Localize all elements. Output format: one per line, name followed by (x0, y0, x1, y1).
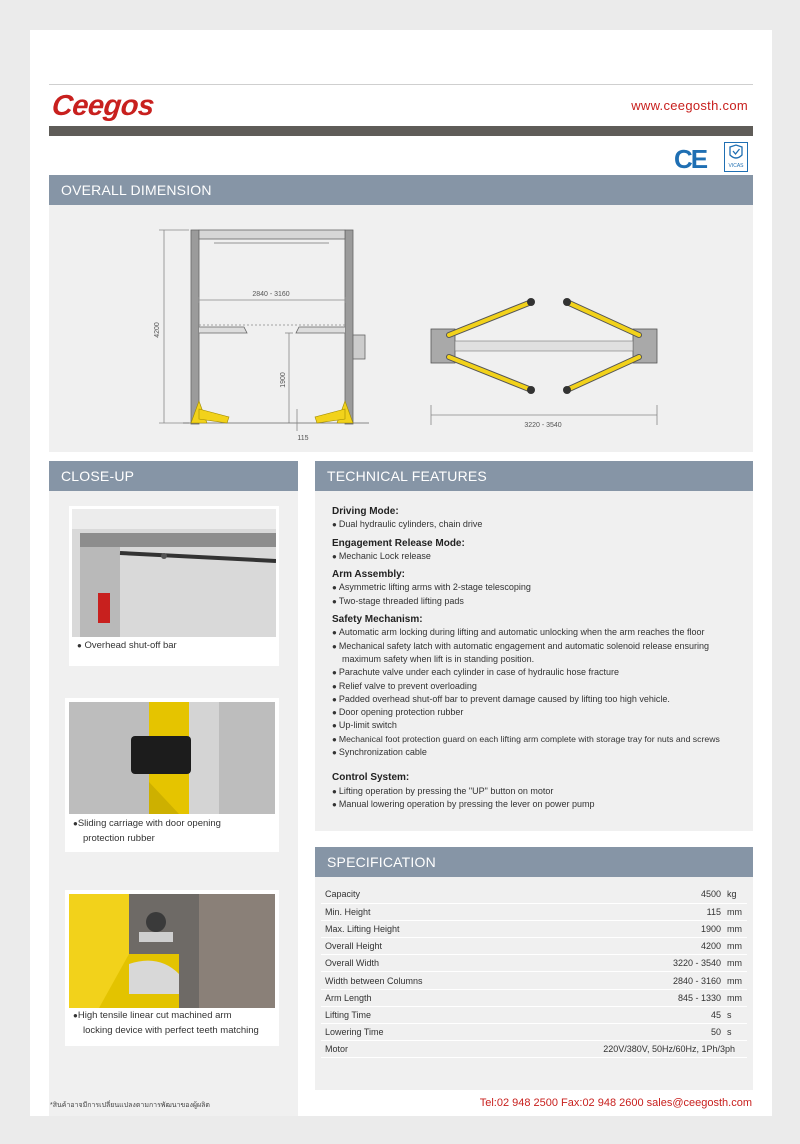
footer-note: *สินค้าอาจมีการเปลี่ยนแปลงตามการพัฒนาของผู้ผลิต (50, 1102, 210, 1109)
dim-width-label: 3220 - 3540 (524, 422, 562, 429)
ce-mark: CE (674, 144, 707, 174)
feature-item: ● Mechanic Lock release (332, 550, 753, 563)
specification-section (315, 847, 753, 1090)
spec-label: Capacity (321, 886, 506, 903)
feature-heading: Safety Mechanism: (332, 614, 423, 626)
close-up-section (49, 461, 298, 1116)
vicas-badge-icon (724, 142, 748, 172)
spec-unit: s (723, 1024, 747, 1041)
feature-heading: Control System: (332, 772, 410, 784)
overall-dimension-title: OVERALL DIMENSION (49, 175, 753, 205)
table-row (321, 972, 747, 989)
spec-label: Min. Height (321, 903, 506, 920)
technical-features-section (315, 461, 753, 831)
dim-min-height-label: 115 (297, 435, 309, 442)
spec-value: 3220 - 3540 (506, 955, 723, 972)
spec-unit: mm (723, 989, 747, 1006)
spec-unit: mm (723, 972, 747, 989)
feature-item: ● Automatic arm locking during lifting and automatic unlocking when the arm reaches the floor (332, 626, 753, 639)
spec-value: 2840 - 3160 (506, 972, 723, 989)
closeup-card-1 (69, 506, 279, 666)
feature-item: ● Mechanical foot protection guard on each lifting arm complete with storage tray for nuts and screws (332, 733, 753, 746)
spec-unit: kg (723, 886, 747, 903)
close-up-title: CLOSE-UP (49, 461, 298, 491)
arm-locking-photo (69, 894, 275, 1008)
feature-item: ● Parachute valve under each cylinder in case of hydraulic hose fracture (332, 666, 753, 679)
front-view-drawing (159, 230, 369, 431)
table-row (321, 1006, 747, 1023)
sliding-carriage-photo (69, 702, 275, 814)
feature-item: ● Door opening protection rubber (332, 706, 753, 719)
footer-contact: Tel:02 948 2500 Fax:02 948 2600 sales@ceegosth.com (479, 1097, 752, 1109)
spec-label: Motor (321, 1041, 506, 1058)
vicas-badge-text: VICAS (728, 163, 744, 169)
spec-table (321, 886, 747, 1058)
spec-value: 1900 (506, 920, 723, 937)
spec-value: 4500 (506, 886, 723, 903)
top-view-drawing (431, 298, 657, 425)
spec-unit: s (723, 1006, 747, 1023)
spec-label: Lowering Time (321, 1024, 506, 1041)
spec-unit: mm (723, 955, 747, 972)
spec-value: 50 (506, 1024, 723, 1041)
features-list (315, 491, 753, 811)
header-bar (49, 126, 753, 136)
feature-item: ● Asymmetric lifting arms with 2-stage telescoping (332, 581, 753, 594)
overall-dimension-section (49, 175, 753, 452)
specification-title: SPECIFICATION (315, 847, 753, 877)
table-row (321, 886, 747, 903)
feature-item: ● Mechanical safety latch with automatic engagement and automatic solenoid release ensuring maximum safety when lift is in standing position. (332, 640, 753, 667)
feature-heading: Arm Assembly: (332, 569, 405, 581)
spec-label: Arm Length (321, 989, 506, 1006)
table-row (321, 955, 747, 972)
table-row (321, 903, 747, 920)
table-row (321, 920, 747, 937)
closeup-caption-3: ●High tensile linear cut machined arm locking device with perfect teeth matching (73, 1010, 259, 1036)
spec-value: 845 - 1330 (506, 989, 723, 1006)
feature-item: ● Synchronization cable (332, 746, 753, 759)
spec-value: 220V/380V, 50Hz/60Hz, 1Ph/3ph (506, 1041, 747, 1058)
table-row (321, 1024, 747, 1041)
spec-unit: mm (723, 938, 747, 955)
feature-item: ● Dual hydraulic cylinders, chain drive (332, 518, 753, 531)
spec-value: 4200 (506, 938, 723, 955)
spec-label: Width between Columns (321, 972, 506, 989)
spec-value: 115 (506, 903, 723, 920)
feature-heading: Driving Mode: (332, 506, 399, 517)
dimension-drawing (49, 205, 753, 452)
table-row (321, 1041, 747, 1058)
dim-height-label: 4200 (154, 322, 161, 338)
brand-logo: Ceegos (50, 90, 156, 122)
closeup-caption-2: ●Sliding carriage with door opening protection rubber (73, 818, 221, 844)
feature-item: ● Relief valve to prevent overloading (332, 680, 753, 693)
dim-lift-height-label: 1900 (280, 372, 287, 388)
feature-item: ● Two-stage threaded lifting pads (332, 595, 753, 608)
spec-label: Overall Width (321, 955, 506, 972)
closeup-card-2 (65, 698, 279, 852)
table-row (321, 989, 747, 1006)
top-rule (49, 84, 753, 85)
spec-label: Lifting Time (321, 1006, 506, 1023)
closeup-card-3 (65, 890, 279, 1046)
spec-label: Max. Lifting Height (321, 920, 506, 937)
overhead-bar-photo (72, 509, 276, 637)
website-link[interactable]: www.ceegosth.com (631, 98, 748, 113)
closeup-caption-1: ● Overhead shut-off bar (77, 640, 177, 651)
spec-sheet (30, 30, 772, 1116)
feature-heading: Engagement Release Mode: (332, 537, 465, 549)
feature-item: ● Up-limit switch (332, 719, 753, 732)
feature-item: ● Padded overhead shut-off bar to prevent damage caused by lifting too high vehicle. (332, 693, 753, 706)
dim-columns-label: 2840 - 3160 (252, 291, 290, 298)
feature-item: ● Lifting operation by pressing the "UP" button on motor (332, 785, 753, 798)
spec-unit: mm (723, 903, 747, 920)
spec-label: Overall Height (321, 938, 506, 955)
technical-features-title: TECHNICAL FEATURES (315, 461, 753, 491)
table-row (321, 938, 747, 955)
spec-unit: mm (723, 920, 747, 937)
spec-value: 45 (506, 1006, 723, 1023)
feature-item: ● Manual lowering operation by pressing the lever on power pump (332, 798, 753, 811)
